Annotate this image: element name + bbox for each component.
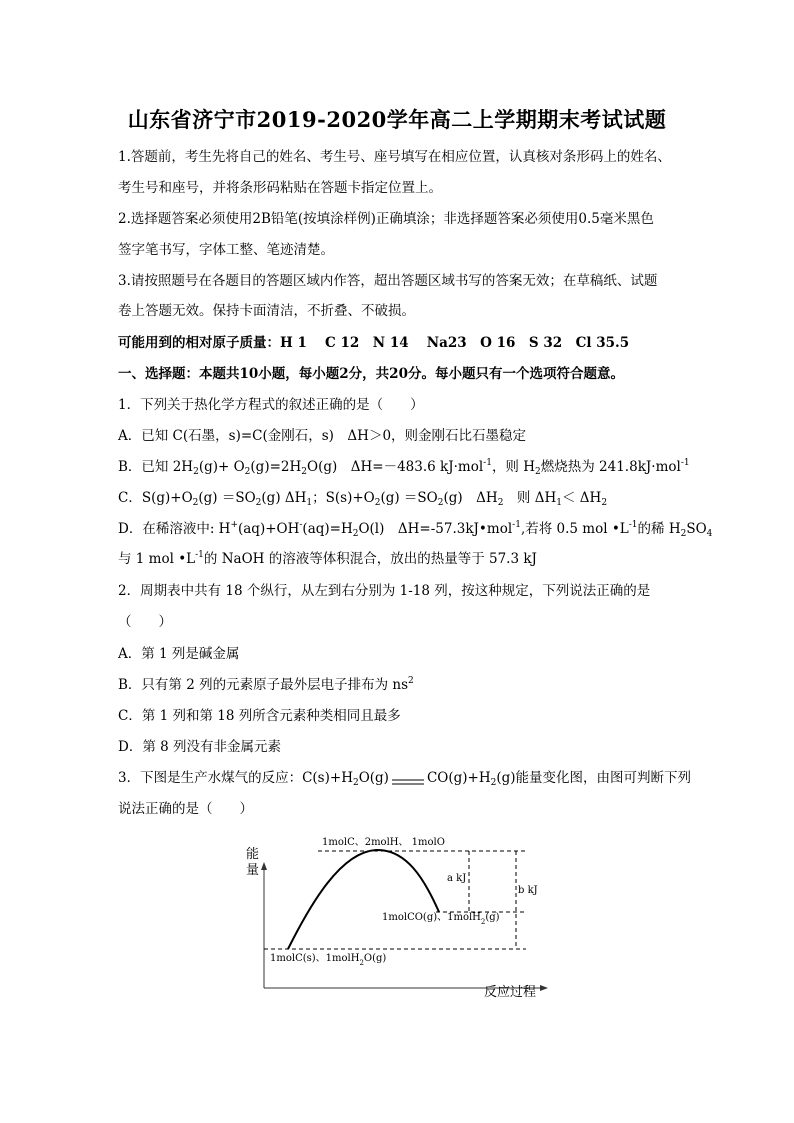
q1-option-a: A．已知 C(石墨，s)=C(金刚石，s) ΔH＞0，则金刚石比石墨稳定 [118, 428, 527, 444]
q1-option-d-cont: 与 1 mol $•L^{-1}$的 NaOH 的溶液等体积混合，放出的热量等于 57.3 kJ [118, 550, 537, 567]
q3-stem-a: 3．下图是生产水煤气的反应：$C(s)+H_2O(g)$ $CO(g)+H_2(g)$能量变化图，由图可判断下列 [118, 770, 692, 788]
y-axis-label-2: 量 [246, 863, 260, 878]
x-axis-arrow-icon [540, 985, 548, 991]
q1-option-d: D．在稀溶液中: $H^+(aq)+OH^-(aq)=H_2O(l)$ ΔH=-57.3kJ•mol$^{-1}$,若将 0.5 mol $•L^{-1}$的稀 $H_2SO_4$ [118, 520, 713, 539]
instruction-1a: 1.答题前，考生先将自己的姓名、考生号、座号填写在相应位置，认真核对条形码上的姓名、 [118, 149, 671, 165]
energy-curve [288, 850, 439, 949]
instruction-3b: 卷上答题无效。保持卡面清洁，不折叠、不破损。 [118, 303, 415, 319]
energy-diagram [236, 828, 556, 1004]
q2-option-b: B．只有第 2 列的元素原子最外层电子排布为 $ns^2$ [118, 676, 414, 693]
instruction-3a: 3.请按照题号在各题目的答题区域内作答，超出答题区域书写的答案无效；在草稿纸、试题 [118, 273, 658, 289]
atomic-masses: 可能用到的相对原子质量：H 1 C 12 N 14 Na23 O 16 S 32 Cl 35.5 [118, 335, 630, 351]
instruction-1b: 考生号和座号，并将条形码粘贴在答题卡指定位置上。 [118, 180, 442, 196]
q2-option-a: A．第 1 列是碱金属 [118, 646, 240, 662]
q1-stem: 1．下列关于热化学方程式的叙述正确的是（ ） [118, 397, 424, 413]
q2-option-d: D．第 8 列没有非金属元素 [118, 739, 281, 755]
q2-option-c: C．第 1 列和第 18 列所含元素种类相同且最多 [118, 708, 401, 724]
q1-option-b: B．已知 $2H_2(g)+ O_2(g)=2H_2O(g)$ ΔH=－483.6 kJ·mol$^{-1}$，则 $H_2$燃烧热为 241.8kJ·mol$^{-1}$ [118, 458, 690, 477]
y-axis-arrow-icon [261, 862, 267, 870]
b-label: b kJ [518, 885, 538, 896]
reversible-arrow-icon [391, 774, 425, 784]
q2-stem-a: 2．周期表中共有 18 个纵行，从左到右分别为 1-18 列，按这种规定，下列说法正确的是 [118, 583, 651, 599]
q2-stem-b: （ ） [118, 614, 172, 630]
q3-stem-b: 说法正确的是（ ） [118, 801, 253, 817]
x-axis-label: 反应过程 [484, 985, 537, 1000]
instruction-2b: 签字笔书写，字体工整、笔迹清楚。 [118, 242, 334, 258]
section-heading: 一、选择题：本题共10小题，每小题2分，共20分。每小题只有一个选项符合题意。 [118, 366, 624, 382]
page-title: 山东省济宁市2019-2020学年高二上学期期末考试试题 [127, 107, 667, 132]
top-level-label: 1molC、2molH、 1molO [322, 837, 445, 848]
a-label: a kJ [447, 873, 467, 884]
mid-level-label: 1molCO(g)、1molH$_2$(g) [382, 912, 500, 926]
low-level-label: 1molC(s)、1molH$_2$O(g) [270, 953, 387, 967]
instruction-2a: 2.选择题答案必须使用2B铅笔(按填涂样例)正确填涂；非选择题答案必须使用0.5毫米黑色 [118, 211, 654, 227]
y-axis-label-1: 能 [246, 847, 260, 862]
q1-option-c: C．$S(g)+O_2(g) =SO_2(g)$ $\Delta H_1$；$S(s)+O_2(g) =SO_2(g)$ $\Delta H_2$ 则 $\Delta H_1< \Delta H_2$ [118, 490, 608, 508]
